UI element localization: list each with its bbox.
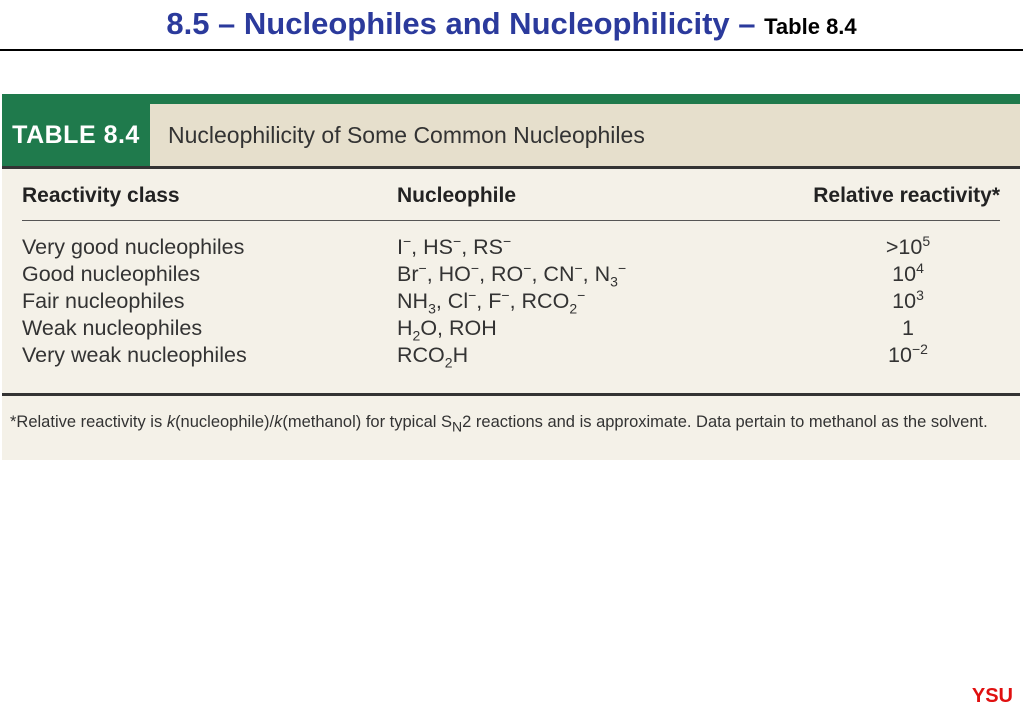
formula-part: Br	[397, 262, 419, 286]
table-row	[2, 261, 1020, 288]
formula-charge: −	[402, 232, 412, 249]
formula-charge: −	[574, 259, 583, 276]
nucleophile-cell	[397, 315, 497, 342]
formula-part: , F	[476, 289, 502, 313]
formula-charge: −	[418, 259, 427, 276]
table-caption: Nucleophilicity of Some Common Nucleophiles	[168, 122, 645, 148]
formula-subscript: 2	[412, 327, 421, 344]
formula-charge: −	[523, 259, 532, 276]
formula-part: , HS	[411, 235, 453, 259]
nucleophile-cell	[397, 261, 626, 288]
formula-part: , CN	[531, 262, 575, 286]
reactivity-base: 10	[892, 289, 917, 313]
formula-charge: −	[468, 286, 477, 303]
brand-logo: YSU	[971, 685, 1013, 707]
formula-part: , Cl	[435, 289, 469, 313]
table-footnote	[10, 410, 1010, 434]
reactivity-base: 1	[902, 316, 914, 340]
reactivity-class-cell: Good nucleophiles	[22, 262, 201, 286]
formula-part: I	[397, 235, 403, 259]
formula-part: , HO	[426, 262, 471, 286]
formula-part: RCO	[397, 343, 445, 367]
nucleophile-cell	[397, 288, 585, 315]
reactivity-exponent: −2	[911, 340, 928, 357]
column-header-reactivity-class: Reactivity class	[22, 184, 180, 207]
table-row	[2, 315, 1020, 342]
column-header-relative-reactivity: Relative reactivity*	[813, 184, 1000, 207]
relative-reactivity-cell	[864, 234, 952, 261]
table-row	[2, 234, 1020, 261]
table-header-rule	[2, 166, 1020, 169]
footnote-part: *Relative reactivity is	[10, 413, 167, 431]
reactivity-exponent: 4	[916, 259, 924, 276]
formula-part: O, ROH	[420, 316, 497, 340]
slide-title-main: 8.5 – Nucleophiles and Nucleophilicity –	[166, 6, 765, 41]
footnote-part: (nucleophile)/	[175, 413, 275, 431]
slide-title-sub: Table 8.4	[764, 14, 857, 39]
formula-charge: −	[470, 259, 480, 276]
column-header-rule	[22, 220, 1000, 221]
formula-subscript: 2	[569, 300, 578, 317]
table-bottom-rule	[2, 393, 1020, 396]
nucleophile-cell	[397, 342, 468, 369]
reactivity-base: >10	[885, 235, 923, 259]
reactivity-class-cell: Very weak nucleophiles	[22, 343, 247, 367]
formula-charge: −	[503, 232, 512, 249]
formula-part: H	[397, 316, 413, 340]
formula-part: NH	[397, 289, 429, 313]
table-body	[2, 234, 1020, 369]
table-row	[2, 342, 1020, 369]
formula-part: , N	[582, 262, 611, 286]
formula-subscript: 3	[428, 300, 436, 317]
title-divider	[0, 49, 1023, 51]
reactivity-class-cell: Weak nucleophiles	[22, 316, 203, 340]
footnote-subscript: N	[452, 418, 463, 435]
formula-part: , RS	[461, 235, 504, 259]
formula-part: , RCO	[509, 289, 570, 313]
reactivity-base: 10	[888, 343, 912, 367]
reactivity-class-cell: Fair nucleophiles	[22, 289, 185, 313]
table-top-band	[2, 94, 1020, 104]
relative-reactivity-cell	[864, 261, 952, 288]
reactivity-base: 10	[892, 262, 917, 286]
column-header-nucleophile: Nucleophile	[397, 184, 517, 207]
table-label: TABLE 8.4	[2, 104, 150, 166]
formula-part: , RO	[479, 262, 524, 286]
formula-subscript: 3	[610, 273, 618, 290]
formula-charge: −	[501, 286, 510, 303]
formula-subscript: 2	[444, 354, 453, 371]
nucleophile-cell	[397, 234, 511, 261]
relative-reactivity-cell	[864, 342, 952, 369]
formula-part: H	[452, 343, 469, 367]
relative-reactivity-cell	[864, 288, 952, 315]
slide-title	[0, 6, 1023, 42]
formula-charge: −	[453, 232, 462, 249]
formula-charge: −	[577, 286, 586, 303]
table-row	[2, 288, 1020, 315]
footnote-part: (methanol) for typical S	[282, 413, 453, 431]
table-figure	[2, 94, 1020, 460]
footnote-k: k	[166, 413, 176, 431]
footnote-k: k	[274, 413, 283, 431]
relative-reactivity-cell	[864, 315, 952, 342]
reactivity-class-cell: Very good nucleophiles	[22, 235, 245, 259]
reactivity-exponent: 3	[916, 286, 924, 303]
reactivity-exponent: 5	[922, 232, 931, 249]
formula-charge: −	[617, 259, 627, 276]
footnote-part: 2 reactions and is approximate. Data pertain to methanol as the solvent.	[462, 413, 988, 431]
